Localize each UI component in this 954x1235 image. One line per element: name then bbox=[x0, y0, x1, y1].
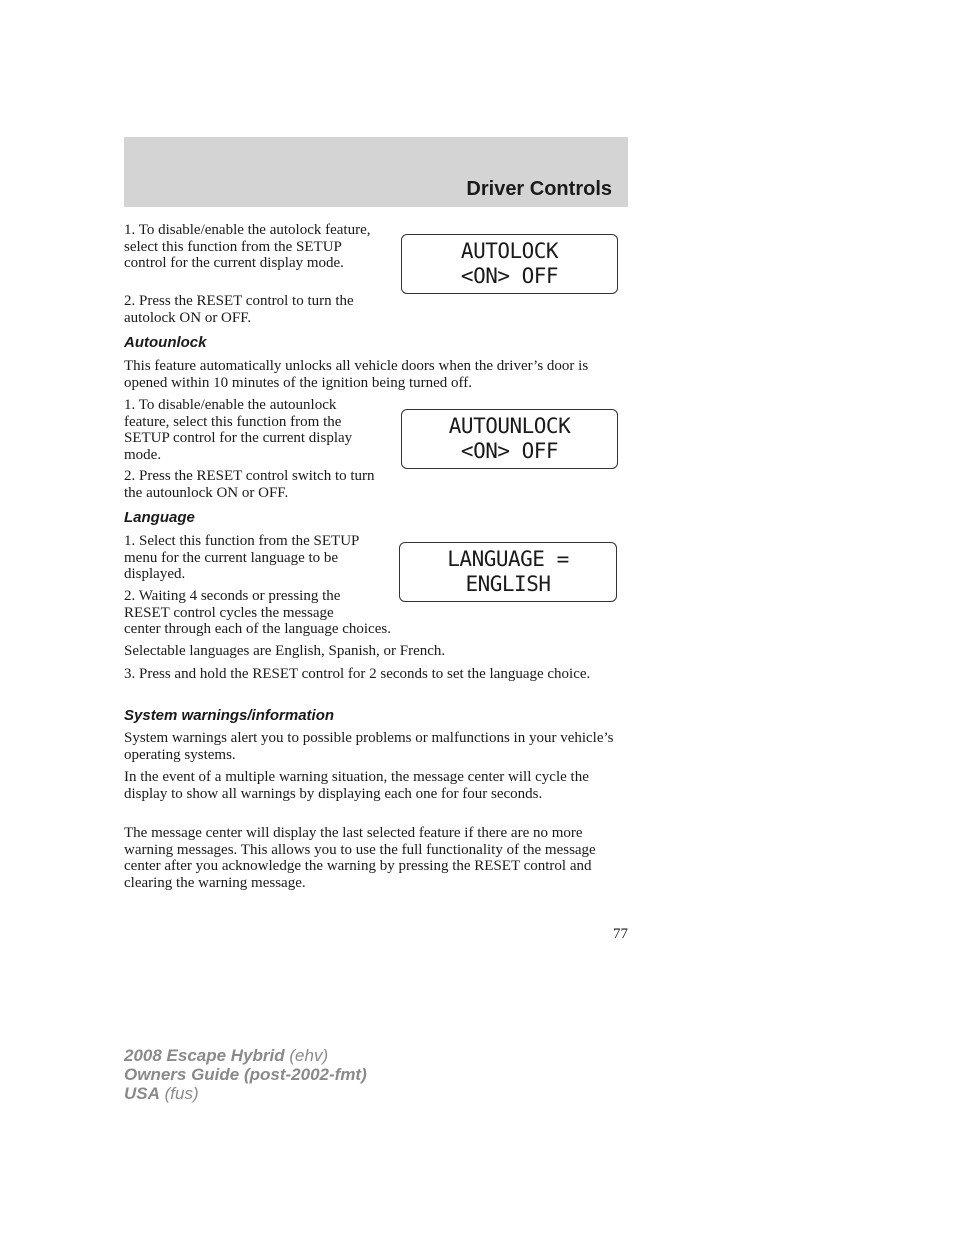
language-heading: Language bbox=[124, 509, 195, 526]
autolock-step-1: 1. To disable/enable the autolock feature, select this function from the SETUP control for the current display mode. bbox=[124, 222, 371, 271]
footer-document-info bbox=[124, 1046, 367, 1103]
section-header-bar bbox=[124, 137, 628, 207]
section-title: Driver Controls bbox=[466, 178, 612, 200]
autounlock-intro: This feature automatically unlocks all vehicle doors when the driver’s door is opened within 10 minutes of the ignition being turned off. bbox=[124, 358, 589, 391]
autolock-display-line-2: <ON> OFF bbox=[460, 264, 559, 288]
autounlock-heading: Autounlock bbox=[124, 334, 207, 351]
autolock-display-illustration bbox=[401, 234, 618, 294]
language-display-line-2: ENGLISH bbox=[465, 572, 551, 596]
warnings-paragraph-1: System warnings alert you to possible problems or malfunctions in your vehicle’s operating systems. bbox=[124, 730, 614, 763]
footer-model: 2008 Escape Hybrid bbox=[124, 1046, 285, 1065]
language-display-illustration bbox=[399, 542, 617, 602]
warnings-paragraph-2: In the event of a multiple warning situation, the message center will cycle the display to show all warnings by displaying each one for four seconds. bbox=[124, 769, 589, 802]
warnings-paragraph-3: The message center will display the last selected feature if there are no more warning messages. This allows you to use the full functionality of the message center after you acknowledge the warning by pressing the RESET control and clearing the warning message. bbox=[124, 825, 596, 891]
footer-market: USA bbox=[124, 1084, 160, 1103]
page-number: 77 bbox=[613, 926, 628, 942]
language-step-2-continued: center through each of the language choices. bbox=[124, 621, 391, 637]
autolock-display-line-1: AUTOLOCK bbox=[460, 239, 559, 263]
language-selectable: Selectable languages are English, Spanish, or French. bbox=[124, 643, 446, 659]
warnings-heading: System warnings/information bbox=[124, 707, 335, 724]
footer-line-1 bbox=[124, 1046, 367, 1065]
autounlock-display-line-2: <ON> OFF bbox=[460, 439, 559, 463]
autounlock-display-illustration bbox=[401, 409, 618, 469]
footer-model-code: (ehv) bbox=[289, 1046, 329, 1065]
autounlock-step-1: 1. To disable/enable the autounlock feature, select this function from the SETUP control for the current display mode. bbox=[124, 397, 353, 463]
language-step-2: 2. Waiting 4 seconds or pressing the RESET control cycles the message bbox=[124, 588, 341, 621]
footer-market-code: (fus) bbox=[164, 1084, 199, 1103]
autolock-step-2: 2. Press the RESET control to turn the autolock ON or OFF. bbox=[124, 293, 354, 326]
footer-line-3 bbox=[124, 1084, 367, 1103]
autounlock-display-line-1: AUTOUNLOCK bbox=[448, 414, 571, 438]
language-display-line-1: LANGUAGE = bbox=[447, 547, 569, 571]
footer-guide: Owners Guide (post-2002-fmt) bbox=[124, 1065, 367, 1084]
autounlock-step-2: 2. Press the RESET control switch to turn the autounlock ON or OFF. bbox=[124, 468, 375, 501]
language-step-1: 1. Select this function from the SETUP menu for the current language to be displayed. bbox=[124, 533, 359, 582]
language-step-3: 3. Press and hold the RESET control for 2 seconds to set the language choice. bbox=[124, 666, 591, 682]
